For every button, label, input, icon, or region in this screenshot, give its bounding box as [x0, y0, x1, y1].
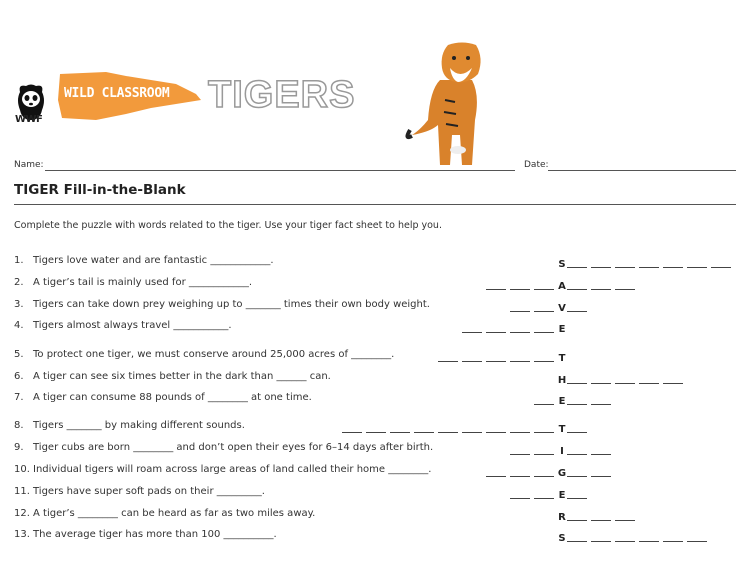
letter-blank[interactable]: [510, 432, 530, 433]
letter-blank[interactable]: [366, 432, 386, 433]
blanks-after: [567, 383, 683, 384]
question-number: 8.: [14, 420, 24, 431]
letter-blank[interactable]: [591, 541, 611, 542]
letter-blank[interactable]: [486, 432, 506, 433]
answer-blanks[interactable]: [360, 372, 740, 386]
name-field[interactable]: [45, 170, 515, 171]
blanks-after: [567, 432, 587, 433]
answer-blanks[interactable]: [360, 465, 740, 479]
question-item: [14, 392, 312, 403]
letter-blank[interactable]: [534, 289, 554, 290]
letter-blank[interactable]: [510, 289, 530, 290]
question-item: [14, 420, 245, 431]
letter-blank[interactable]: [567, 454, 587, 455]
question-number: 12.: [14, 508, 30, 519]
letter-blank[interactable]: [687, 541, 707, 542]
letter-blank[interactable]: [510, 311, 530, 312]
given-letter: T: [558, 353, 566, 364]
question-number: 5.: [14, 349, 24, 360]
given-letter: G: [557, 468, 567, 479]
letter-blank[interactable]: [567, 311, 587, 312]
letter-blank[interactable]: [510, 361, 530, 362]
question-number: 7.: [14, 392, 24, 403]
letter-blank[interactable]: [534, 332, 554, 333]
letter-blank[interactable]: [567, 498, 587, 499]
blanks-after: [567, 520, 635, 521]
blanks-after: [567, 289, 635, 290]
letter-blank[interactable]: [486, 476, 506, 477]
date-label: Date:: [524, 160, 549, 170]
answer-blanks[interactable]: [360, 530, 740, 544]
wild-classroom-label: WILD CLASSROOM: [64, 86, 170, 101]
letter-blank[interactable]: [663, 267, 683, 268]
letter-blank[interactable]: [663, 383, 683, 384]
letter-blank[interactable]: [567, 476, 587, 477]
question-item: [14, 371, 331, 382]
letter-blank[interactable]: [591, 383, 611, 384]
given-letter: V: [558, 303, 566, 314]
given-letter: E: [558, 324, 566, 335]
letter-blank[interactable]: [615, 267, 635, 268]
letter-blank[interactable]: [486, 361, 506, 362]
letter-blank[interactable]: [534, 361, 554, 362]
blanks-before: [438, 361, 554, 362]
question-number: 13.: [14, 529, 30, 540]
letter-blank[interactable]: [591, 454, 611, 455]
given-letter: S: [558, 533, 566, 544]
question-text: A tiger can consume 88 pounds of ________ at one time.: [33, 392, 312, 403]
answer-blanks[interactable]: [360, 256, 740, 270]
blanks-after: [567, 311, 587, 312]
letter-blank[interactable]: [591, 289, 611, 290]
letter-blank[interactable]: [462, 361, 482, 362]
letter-blank[interactable]: [534, 498, 554, 499]
question-number: 3.: [14, 299, 24, 310]
question-item: [14, 277, 252, 288]
question-item: [14, 529, 277, 540]
question-text: Tigers almost always travel ___________.: [33, 320, 232, 331]
blanks-after: [567, 454, 611, 455]
answer-blanks[interactable]: [360, 393, 740, 407]
question-text: To protect one tiger, we must conserve around 25,000 acres of ________.: [33, 349, 395, 360]
answer-blanks[interactable]: [360, 300, 740, 314]
question-number: 9.: [14, 442, 24, 453]
letter-blank[interactable]: [591, 476, 611, 477]
wwf-wordmark: WWF: [15, 114, 43, 125]
question-text: Individual tigers will roam across large areas of land called their home ________.: [33, 464, 432, 475]
blanks-after: [567, 404, 611, 405]
blanks-before: [462, 332, 554, 333]
letter-blank[interactable]: [534, 454, 554, 455]
question-number: 11.: [14, 486, 30, 497]
letter-blank[interactable]: [639, 267, 659, 268]
tiger-photo: [400, 40, 510, 170]
letter-blank[interactable]: [687, 267, 707, 268]
question-text: A tiger’s ________ can be heard as far as two miles away.: [33, 508, 316, 519]
letter-blank[interactable]: [342, 432, 362, 433]
letter-blank[interactable]: [567, 541, 587, 542]
letter-blank[interactable]: [591, 404, 611, 405]
letter-blank[interactable]: [639, 383, 659, 384]
blanks-before: [510, 311, 554, 312]
answer-blanks[interactable]: [360, 509, 740, 523]
letter-blank[interactable]: [663, 541, 683, 542]
answer-blanks[interactable]: [360, 421, 740, 435]
question-number: 2.: [14, 277, 24, 288]
question-number: 10.: [14, 464, 30, 475]
blanks-before: [510, 454, 554, 455]
letter-blank[interactable]: [615, 520, 635, 521]
letter-blank[interactable]: [567, 404, 587, 405]
question-item: [14, 508, 315, 519]
question-number: 1.: [14, 255, 24, 266]
question-number: 4.: [14, 320, 24, 331]
letter-blank[interactable]: [510, 476, 530, 477]
letter-blank[interactable]: [390, 432, 410, 433]
blanks-before: [486, 289, 554, 290]
blanks-after: [567, 267, 731, 268]
letter-blank[interactable]: [567, 520, 587, 521]
question-item: [14, 486, 265, 497]
question-text: Tigers love water and are fantastic ____________.: [33, 255, 274, 266]
letter-blank[interactable]: [438, 361, 458, 362]
answer-blanks[interactable]: [360, 443, 740, 457]
answer-blanks[interactable]: [360, 321, 740, 335]
letter-blank[interactable]: [462, 332, 482, 333]
letter-blank[interactable]: [510, 332, 530, 333]
letter-blank[interactable]: [534, 311, 554, 312]
letter-blank[interactable]: [534, 432, 554, 433]
question-text: The average tiger has more than 100 __________.: [33, 529, 277, 540]
answer-blanks[interactable]: [360, 350, 740, 364]
letter-blank[interactable]: [510, 498, 530, 499]
question-text: Tiger cubs are born ________ and don’t open their eyes for 6–14 days after birth.: [33, 442, 434, 453]
given-letter: T: [558, 424, 566, 435]
instructions: Complete the puzzle with words related to the tiger. Use your tiger fact sheet to help you.: [14, 220, 442, 231]
question-text: Tigers have super soft pads on their _________.: [33, 486, 265, 497]
letter-blank[interactable]: [510, 454, 530, 455]
letter-blank[interactable]: [567, 432, 587, 433]
blanks-before: [510, 498, 554, 499]
blanks-after: [567, 541, 707, 542]
answer-blanks[interactable]: [360, 278, 740, 292]
letter-blank[interactable]: [639, 541, 659, 542]
question-text: A tiger can see six times better in the dark than ______ can.: [33, 371, 331, 382]
title-divider: [14, 204, 736, 205]
question-item: [14, 349, 394, 360]
given-letter: I: [560, 446, 564, 457]
given-letter: S: [558, 259, 566, 270]
name-label: Name:: [14, 160, 44, 170]
blanks-after: [567, 476, 611, 477]
given-letter: A: [558, 281, 566, 292]
date-field[interactable]: [548, 170, 736, 171]
blanks-before: [342, 432, 554, 433]
letter-blank[interactable]: [534, 476, 554, 477]
letter-blank[interactable]: [567, 383, 587, 384]
letter-blank[interactable]: [711, 267, 731, 268]
worksheet-title: TIGER Fill-in-the-Blank: [14, 182, 186, 198]
letter-blank[interactable]: [567, 267, 587, 268]
question-item: [14, 255, 274, 266]
question-text: A tiger’s tail is mainly used for ____________.: [33, 277, 253, 288]
letter-blank[interactable]: [486, 289, 506, 290]
answer-blanks[interactable]: [360, 487, 740, 501]
letter-blank[interactable]: [462, 432, 482, 433]
given-letter: R: [558, 512, 566, 523]
question-item: [14, 320, 232, 331]
letter-blank[interactable]: [615, 383, 635, 384]
letter-blank[interactable]: [486, 332, 506, 333]
letter-blank[interactable]: [615, 289, 635, 290]
letter-blank[interactable]: [414, 432, 434, 433]
given-letter: E: [558, 396, 566, 407]
letter-blank[interactable]: [591, 267, 611, 268]
blanks-before: [534, 404, 554, 405]
letter-blank[interactable]: [567, 289, 587, 290]
blanks-before: [486, 476, 554, 477]
letter-blank[interactable]: [615, 541, 635, 542]
question-text: Tigers can take down prey weighing up to _______ times their own body weight.: [33, 299, 430, 310]
question-text: Tigers _______ by making different sounds.: [33, 420, 245, 431]
letter-blank[interactable]: [438, 432, 458, 433]
given-letter: H: [557, 375, 567, 386]
given-letter: E: [558, 490, 566, 501]
letter-blank[interactable]: [591, 520, 611, 521]
letter-blank[interactable]: [534, 404, 554, 405]
question-number: 6.: [14, 371, 24, 382]
topic-heading: TIGERS: [208, 74, 356, 116]
blanks-after: [567, 498, 587, 499]
